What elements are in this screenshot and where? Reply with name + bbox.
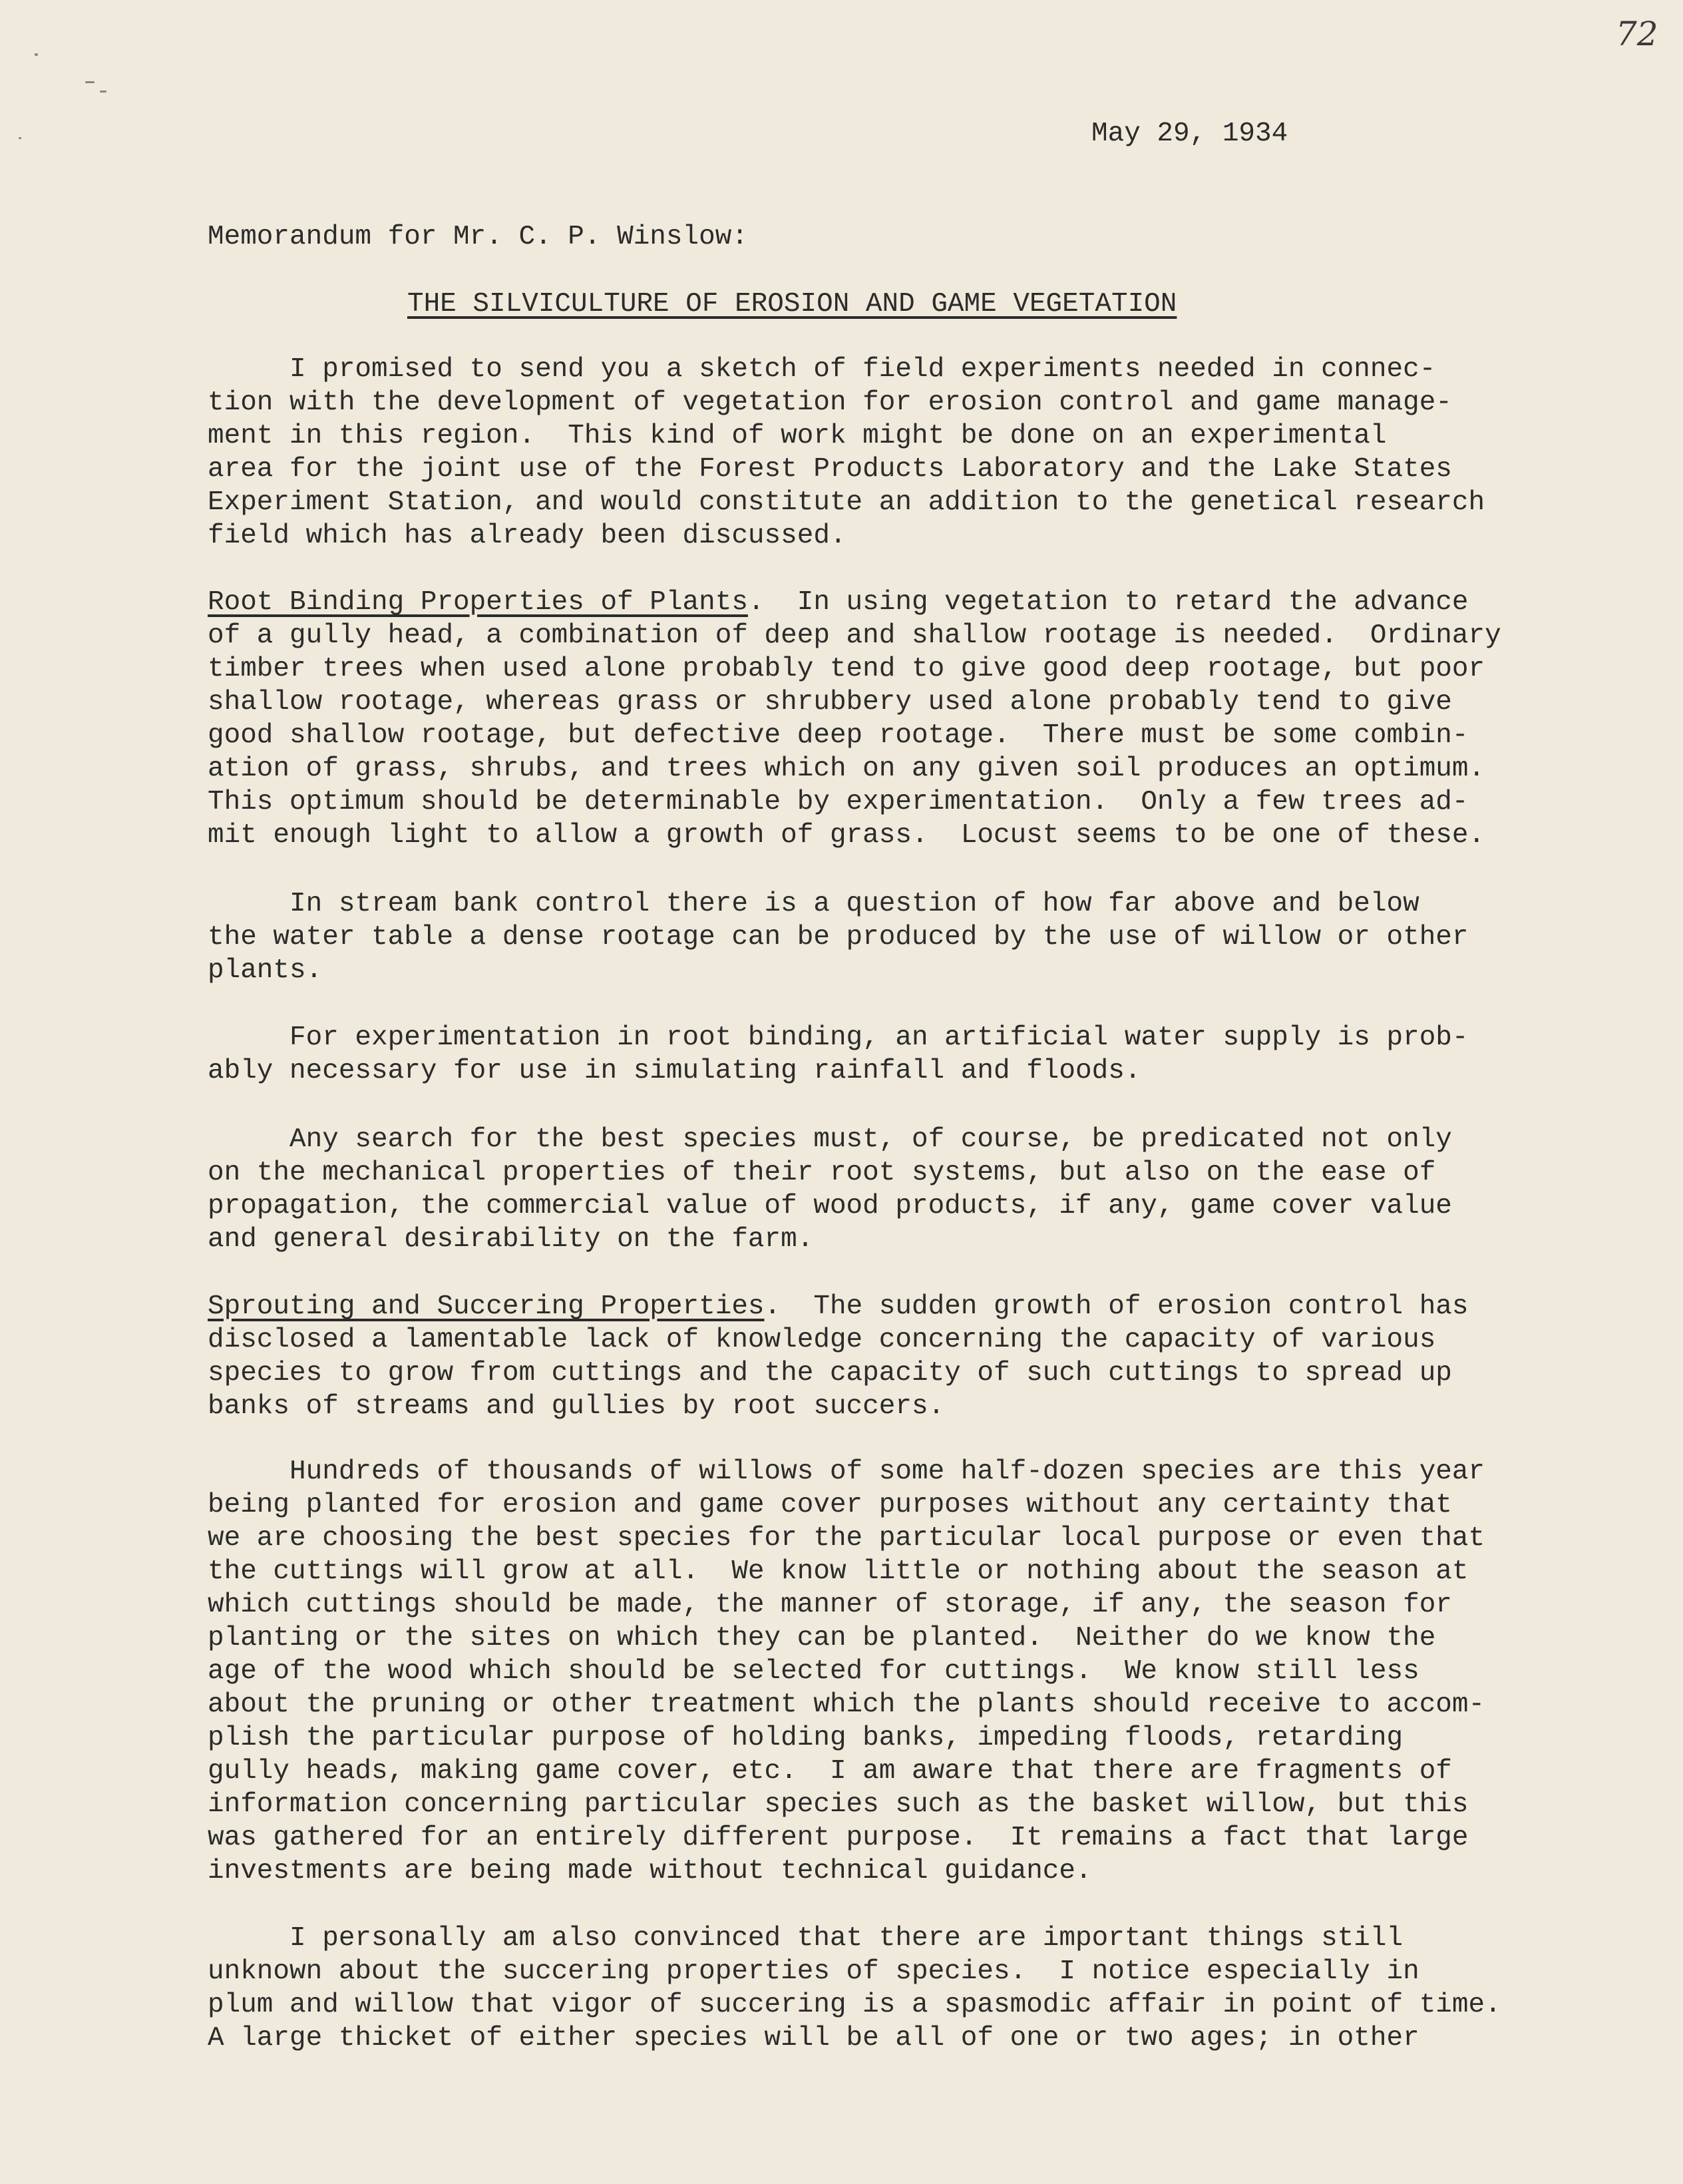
paragraph-text: . In using vegetation to retard the advance of a gully head, a combination of deep and shallow rootage is needed. Ordinary timber trees when used alone probably tend to give good deep rootage, but poor shallow rootage, whereas grass or shrubbery used alone probably tend to give good shallow rootage, but defective deep rootage. There must be some combin- ation of grass, shrubs, and trees which on any given soil produces an optimum. This optimum should be determinable by experimentation. Only a few trees ad- mit enough light to allow a growth of grass. Locust seems to be one of these. — [208, 587, 1501, 851]
paragraph-text: Any search for the best species must, of course, be predicated not only on the mechanical properties of their root systems, but also on the ease of propagation, the commercial value of wood products, if any, game cover value and general desirability on the farm. — [208, 1124, 1452, 1255]
margin-speck — [100, 91, 106, 93]
margin-speck — [35, 53, 38, 56]
paragraph-species-search — [208, 1123, 1539, 1256]
paragraph-water-supply — [208, 1021, 1539, 1088]
section-heading-root-binding: Root Binding Properties of Plants — [208, 587, 748, 618]
paragraph-succering — [208, 1922, 1539, 2055]
paragraph-text: I promised to send you a sketch of field experiments needed in connec- tion with the development of vegetation for erosion control and game manage- ment in this region. This kind of work might be done on an experimental area for the joint use of the Forest Products Laboratory and the Lake States Experiment Station, and would constitute an addition to the genetical research field which has already been discussed. — [208, 354, 1485, 551]
paragraph-sprouting — [208, 1290, 1539, 1423]
paragraph-intro — [208, 353, 1539, 552]
paragraph-text: For experimentation in root binding, an artificial water supply is prob- ably necessary for use in simulating rainfall and floods. — [208, 1022, 1469, 1086]
margin-speck — [85, 81, 94, 83]
memo-date: May 29, 1934 — [1091, 118, 1288, 149]
paragraph-stream-bank — [208, 887, 1539, 987]
margin-speck — [19, 137, 21, 139]
paragraph-text: I personally am also convinced that there are important things still unknown about the succering properties of species. I notice especially in plum and willow that vigor of succering is a spasmodic affair in point of time. A large thicket of either species will be all of one or two ages; in other — [208, 1923, 1501, 2054]
paragraph-root-binding — [208, 586, 1539, 852]
paragraph-willows — [208, 1455, 1539, 1888]
section-heading-sprouting: Sprouting and Succering Properties — [208, 1291, 765, 1322]
paragraph-text: . The sudden growth of erosion control has disclosed a lamentable lack of knowledge concerning the capacity of various species to grow from cuttings and the capacity of such cuttings to spread up banks of streams and gullies by root succers. — [208, 1291, 1469, 1422]
page-number: 72 — [1616, 15, 1658, 53]
paragraph-text: Hundreds of thousands of willows of some half-dozen species are this year being planted for erosion and game cover purposes without any certainty that we are choosing the best species for the particular local purpose or even that the cuttings will grow at all. We know little or nothing about the season at which cuttings should be made, the manner of storage, if any, the season for planting or the sites on which they can be planted. Neither do we know the age of the wood which should be selected for cuttings. We know still less about the pruning or other treatment which the plants should receive to accom- plish the particular purpose of holding banks, impeding floods, retarding gully heads, making game cover, etc. I am aware that there are fragments of information concerning particular species such as the basket willow, but this was gathered for an entirely different purpose. It remains a fact that large investments are being made without technical guidance. — [208, 1456, 1485, 1886]
document-title: THE SILVICULTURE OF EROSION AND GAME VEGETATION — [407, 289, 1177, 320]
memo-addressee: Memorandum for Mr. C. P. Winslow: — [208, 222, 748, 252]
paragraph-text: In stream bank control there is a question of how far above and below the water table a dense rootage can be produced by the use of willow or other plants. — [208, 889, 1469, 986]
